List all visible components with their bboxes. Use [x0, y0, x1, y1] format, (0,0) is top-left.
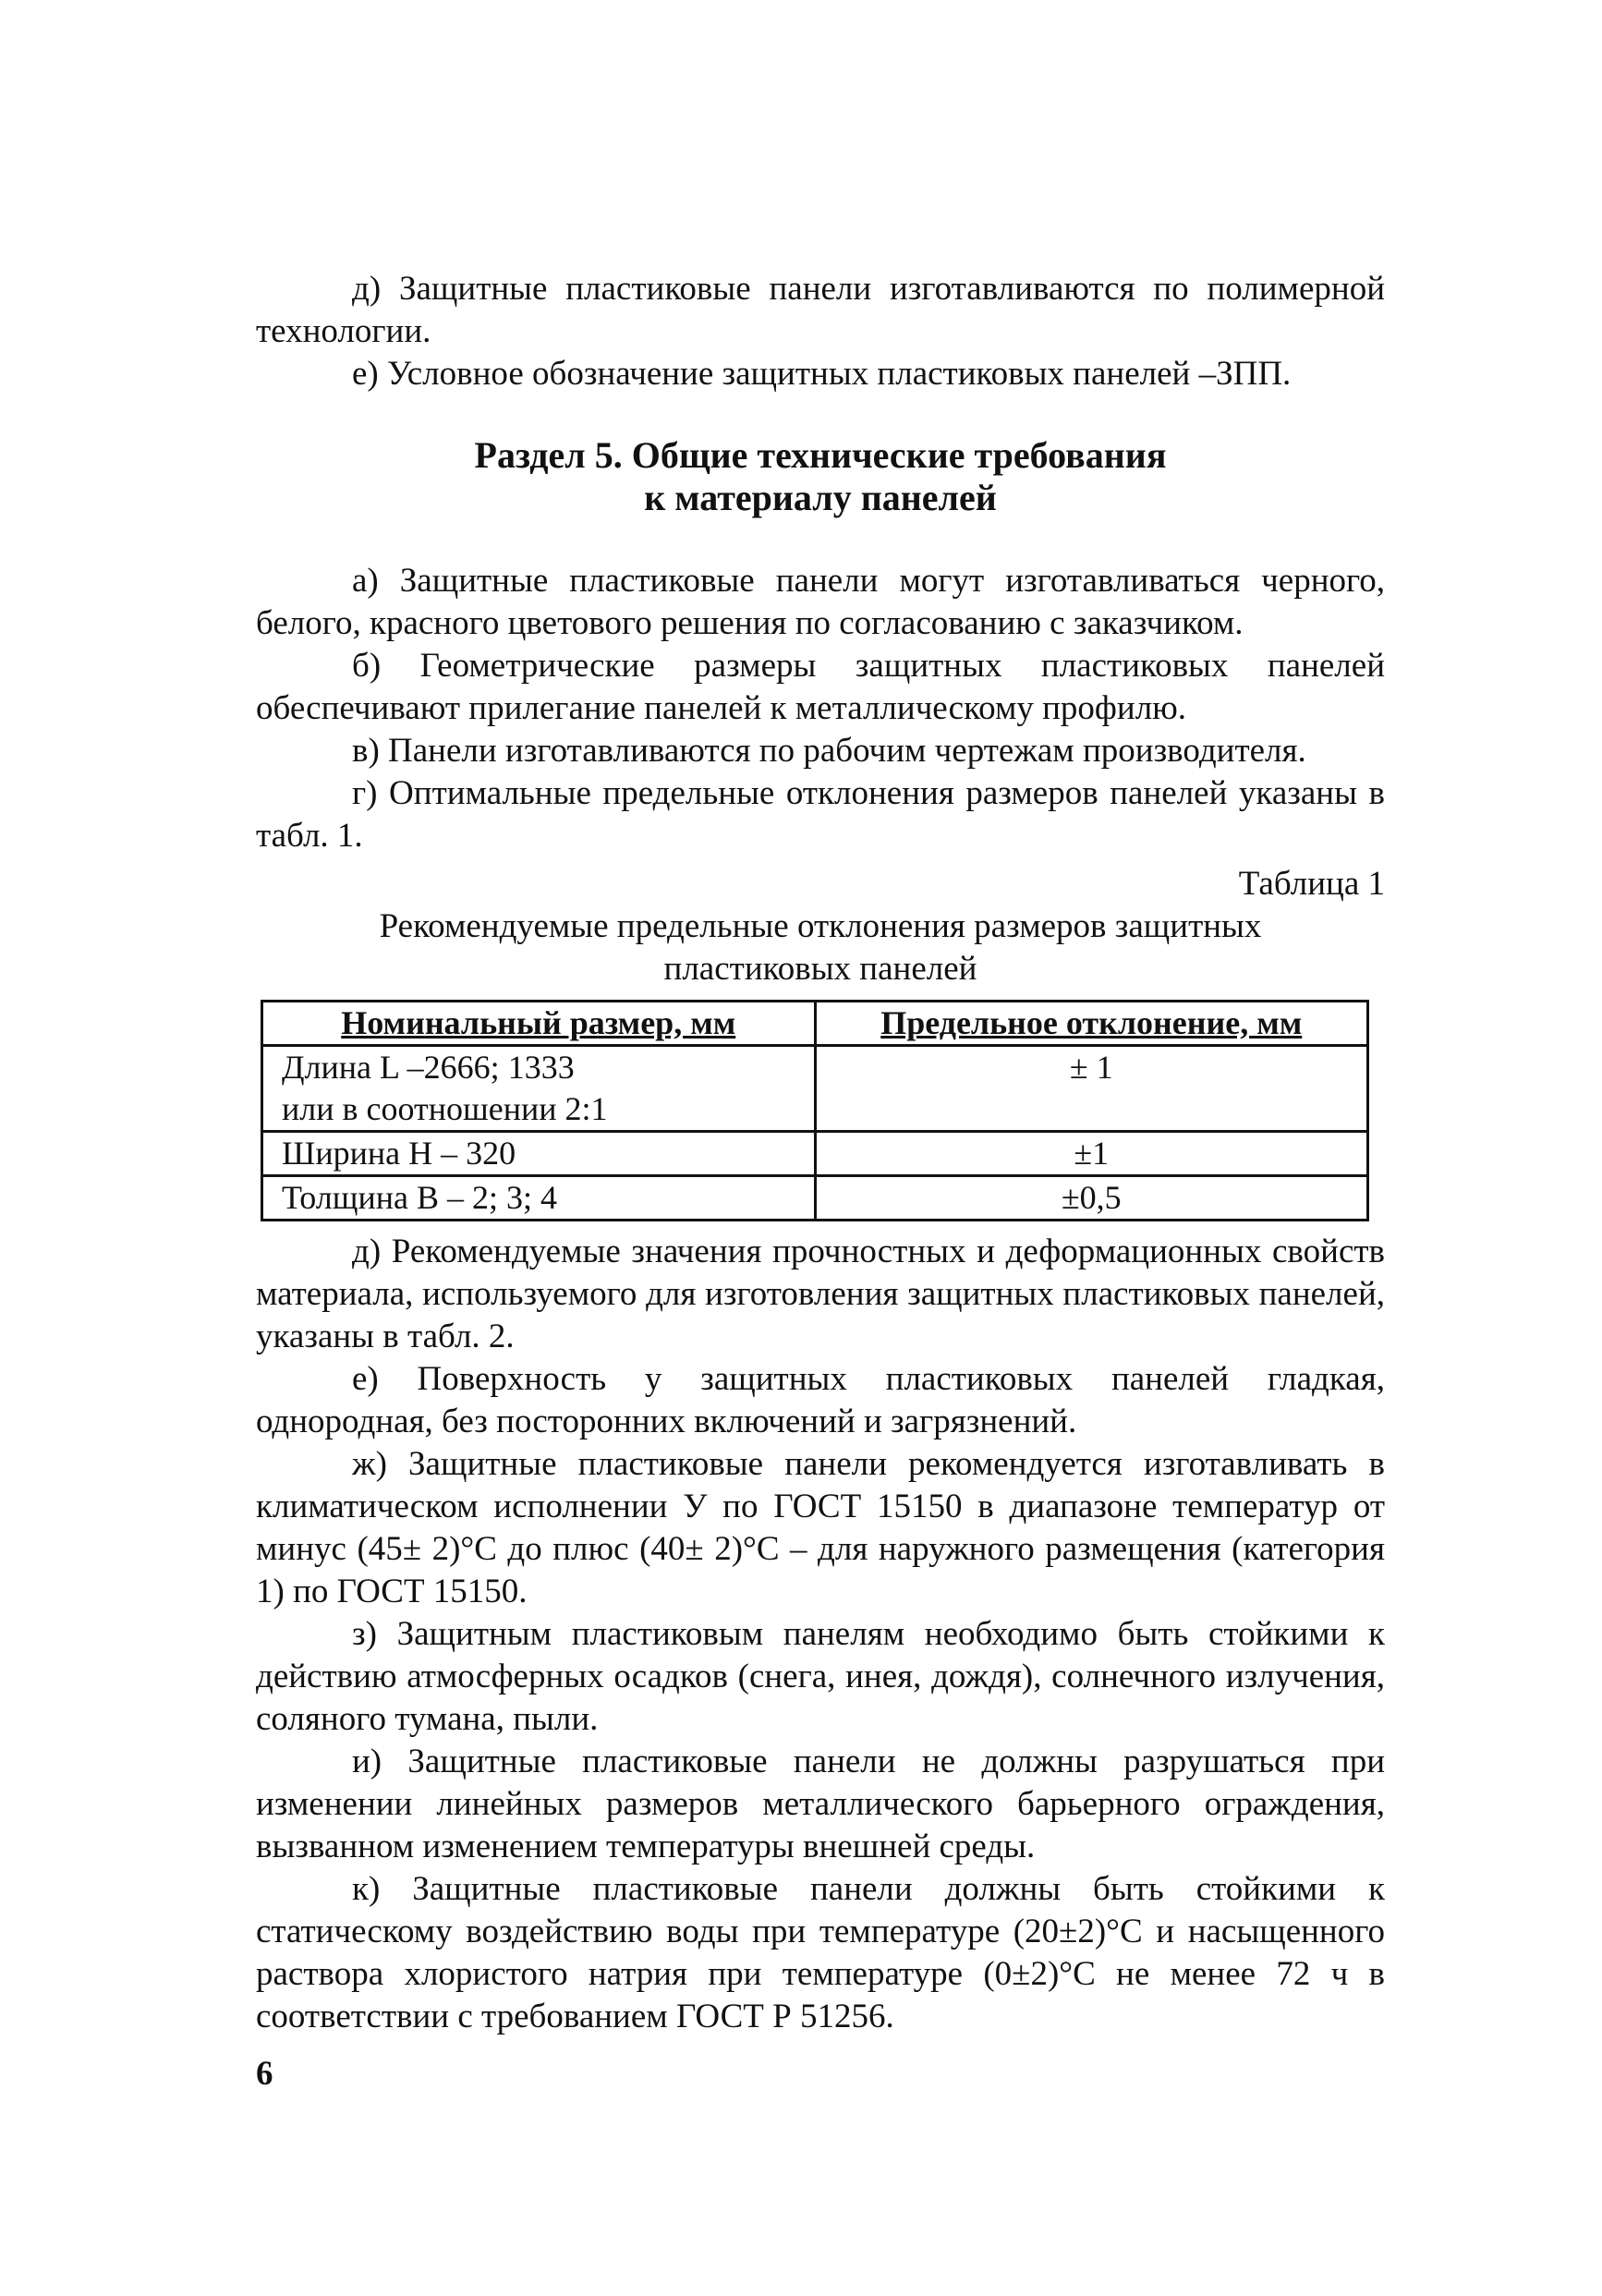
cell-thickness-deviation: ±0,5	[815, 1176, 1368, 1221]
table-header-row	[262, 1002, 1368, 1046]
section-heading	[256, 434, 1385, 519]
table-caption	[256, 905, 1385, 990]
paragraph-e-intro: е) Условное обозначение защитных пластиковых панелей –ЗПП.	[352, 355, 1292, 393]
cell-length-line-1: Длина L –2666; 1333	[282, 1049, 575, 1086]
paragraph-d-intro: д) Защитные пластиковые панели изготавливаются по полимерной технологии.	[256, 270, 1385, 350]
cell-length	[262, 1046, 816, 1132]
paragraph-zh: ж) Защитные пластиковые панели рекомендуется изготавливать в климатическом исполнении У по ГОСТ 15150 в диапазоне температур от минус (45± 2)°С до плюс (40± 2)°С – для наружного размещения (категория 1) по ГОСТ 15150.	[256, 1445, 1385, 1610]
document-page	[256, 268, 1385, 2038]
header-nominal-size: Номинальный размер, мм	[262, 1002, 816, 1046]
table-caption-line-1: Рекомендуемые предельные отклонения размеров защитных	[379, 907, 1262, 945]
table-row	[262, 1132, 1368, 1176]
table-row	[262, 1176, 1368, 1221]
deviation-table	[261, 1000, 1369, 1221]
cell-width: Ширина Н – 320	[262, 1132, 816, 1176]
paragraph-i: и) Защитные пластиковые панели не должны разрушаться при изменении линейных размеров металлического барьерного ограждения, вызванном изменением температуры внешней среды.	[256, 1743, 1385, 1865]
paragraph-g: г) Оптимальные предельные отклонения размеров панелей указаны в табл. 1.	[256, 774, 1385, 855]
paragraph-z: з) Защитным пластиковым панелям необходимо быть стойкими к действию атмосферных осадков (снега, инея, дождя), солнечного излучения, соляного тумана, пыли.	[256, 1615, 1385, 1738]
paragraph-v: в) Панели изготавливаются по рабочим чертежам производителя.	[352, 732, 1306, 770]
header-deviation: Предельное отклонение, мм	[815, 1002, 1368, 1046]
page-number: 6	[256, 2055, 273, 2093]
paragraph-d: д) Рекомендуемые значения прочностных и деформационных свойств материала, используемого для изготовления защитных пластиковых панелей, указаны в табл. 2.	[256, 1233, 1385, 1355]
paragraph-k: к) Защитные пластиковые панели должны быть стойкими к статическому воздействию воды при температуре (20±2)°С и насыщенного раствора хлористого натрия при температуре (0±2)°С не менее 72 ч в соответствии с требованием ГОСТ Р 51256.	[256, 1870, 1385, 2035]
table-label: Таблица 1	[1238, 865, 1385, 903]
cell-width-deviation: ±1	[815, 1132, 1368, 1176]
cell-length-deviation: ± 1	[815, 1046, 1368, 1132]
cell-thickness: Толщина В – 2; 3; 4	[262, 1176, 816, 1221]
section-title-line-1: Раздел 5. Общие технические требования	[474, 434, 1167, 476]
table-row	[262, 1046, 1368, 1132]
cell-length-line-2: или в соотношении 2:1	[282, 1090, 608, 1127]
section-title-line-2: к материалу панелей	[644, 477, 997, 518]
paragraph-e: е) Поверхность у защитных пластиковых панелей гладкая, однородная, без посторонних включений и загрязнений.	[256, 1360, 1385, 1440]
paragraph-b: б) Геометрические размеры защитных пластиковых панелей обеспечивают прилегание панелей к металлическому профилю.	[256, 647, 1385, 727]
paragraph-a: а) Защитные пластиковые панели могут изготавливаться черного, белого, красного цветового решения по согласованию с заказчиком.	[256, 562, 1385, 642]
table-caption-line-2: пластиковых панелей	[663, 950, 977, 988]
